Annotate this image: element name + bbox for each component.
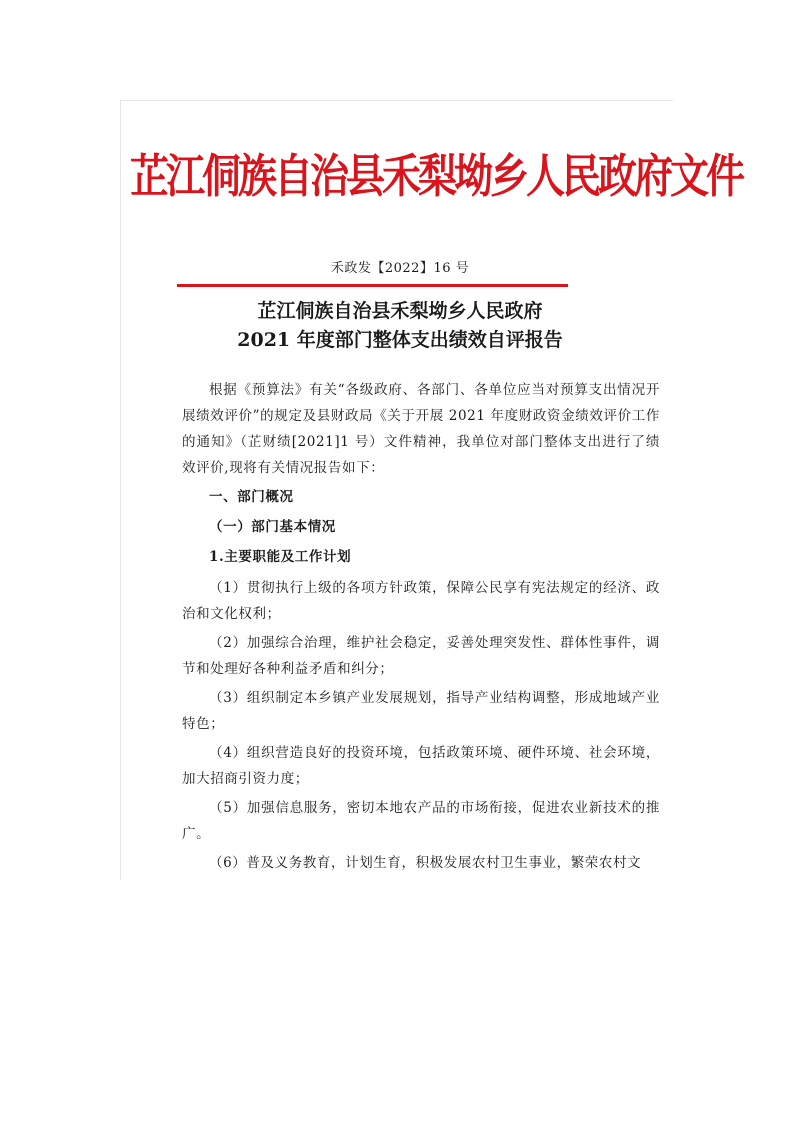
list-item: （4）组织营造良好的投资环境，包括政策环境、硬件环境、社会环境，加大招商引资力度； — [182, 745, 660, 787]
list-item: （3）组织制定本乡镇产业发展规划，指导产业结构调整，形成地域产业特色； — [182, 690, 660, 732]
page-border-left — [120, 100, 121, 880]
list-item: （1）贯彻执行上级的各项方针政策，保障公民享有宪法规定的经济、政治和文化权利； — [182, 580, 660, 622]
report-body — [182, 377, 660, 879]
document-number: 禾政发【2022】16 号 — [330, 261, 470, 276]
report-title-line-2: 2021 年度部门整体支出绩效自评报告 — [237, 329, 563, 351]
item-heading: 1.主要职能及工作计划 — [209, 549, 352, 565]
subsection-heading: （一）部门基本情况 — [209, 519, 336, 535]
document-header-title: 芷江侗族自治县禾梨坳乡人民政府文件 — [130, 149, 743, 204]
list-item: （2）加强综合治理，维护社会稳定，妥善处理突发性、群体性事件，调节和处理好各种利益矛盾和纠分； — [182, 635, 660, 677]
report-title — [130, 297, 670, 355]
section-heading: 一、部门概况 — [209, 489, 294, 505]
list-item: （5）加强信息服务，密切本地农产品的市场衔接，促进农业新技术的推广。 — [182, 800, 660, 842]
list-item: （6）普及义务教育，计划生育，积极发展农村卫生事业，繁荣农村文 — [209, 855, 642, 871]
page-border-top — [120, 100, 673, 101]
header-red-rule — [177, 284, 568, 287]
report-title-line-1: 芷江侗族自治县禾梨坳乡人民政府 — [257, 300, 543, 322]
intro-paragraph: 根据《预算法》有关“各级政府、各部门、各单位应当对预算支出情况开展绩效评价”的规定及县财政局《关于开展 2021 年度财政资金绩效评价工作的通知》（芷财绩[2021]1 号）文件精神，我单位对部门整体支出进行了绩效评价,现将有关情况报告如下： — [182, 382, 660, 476]
